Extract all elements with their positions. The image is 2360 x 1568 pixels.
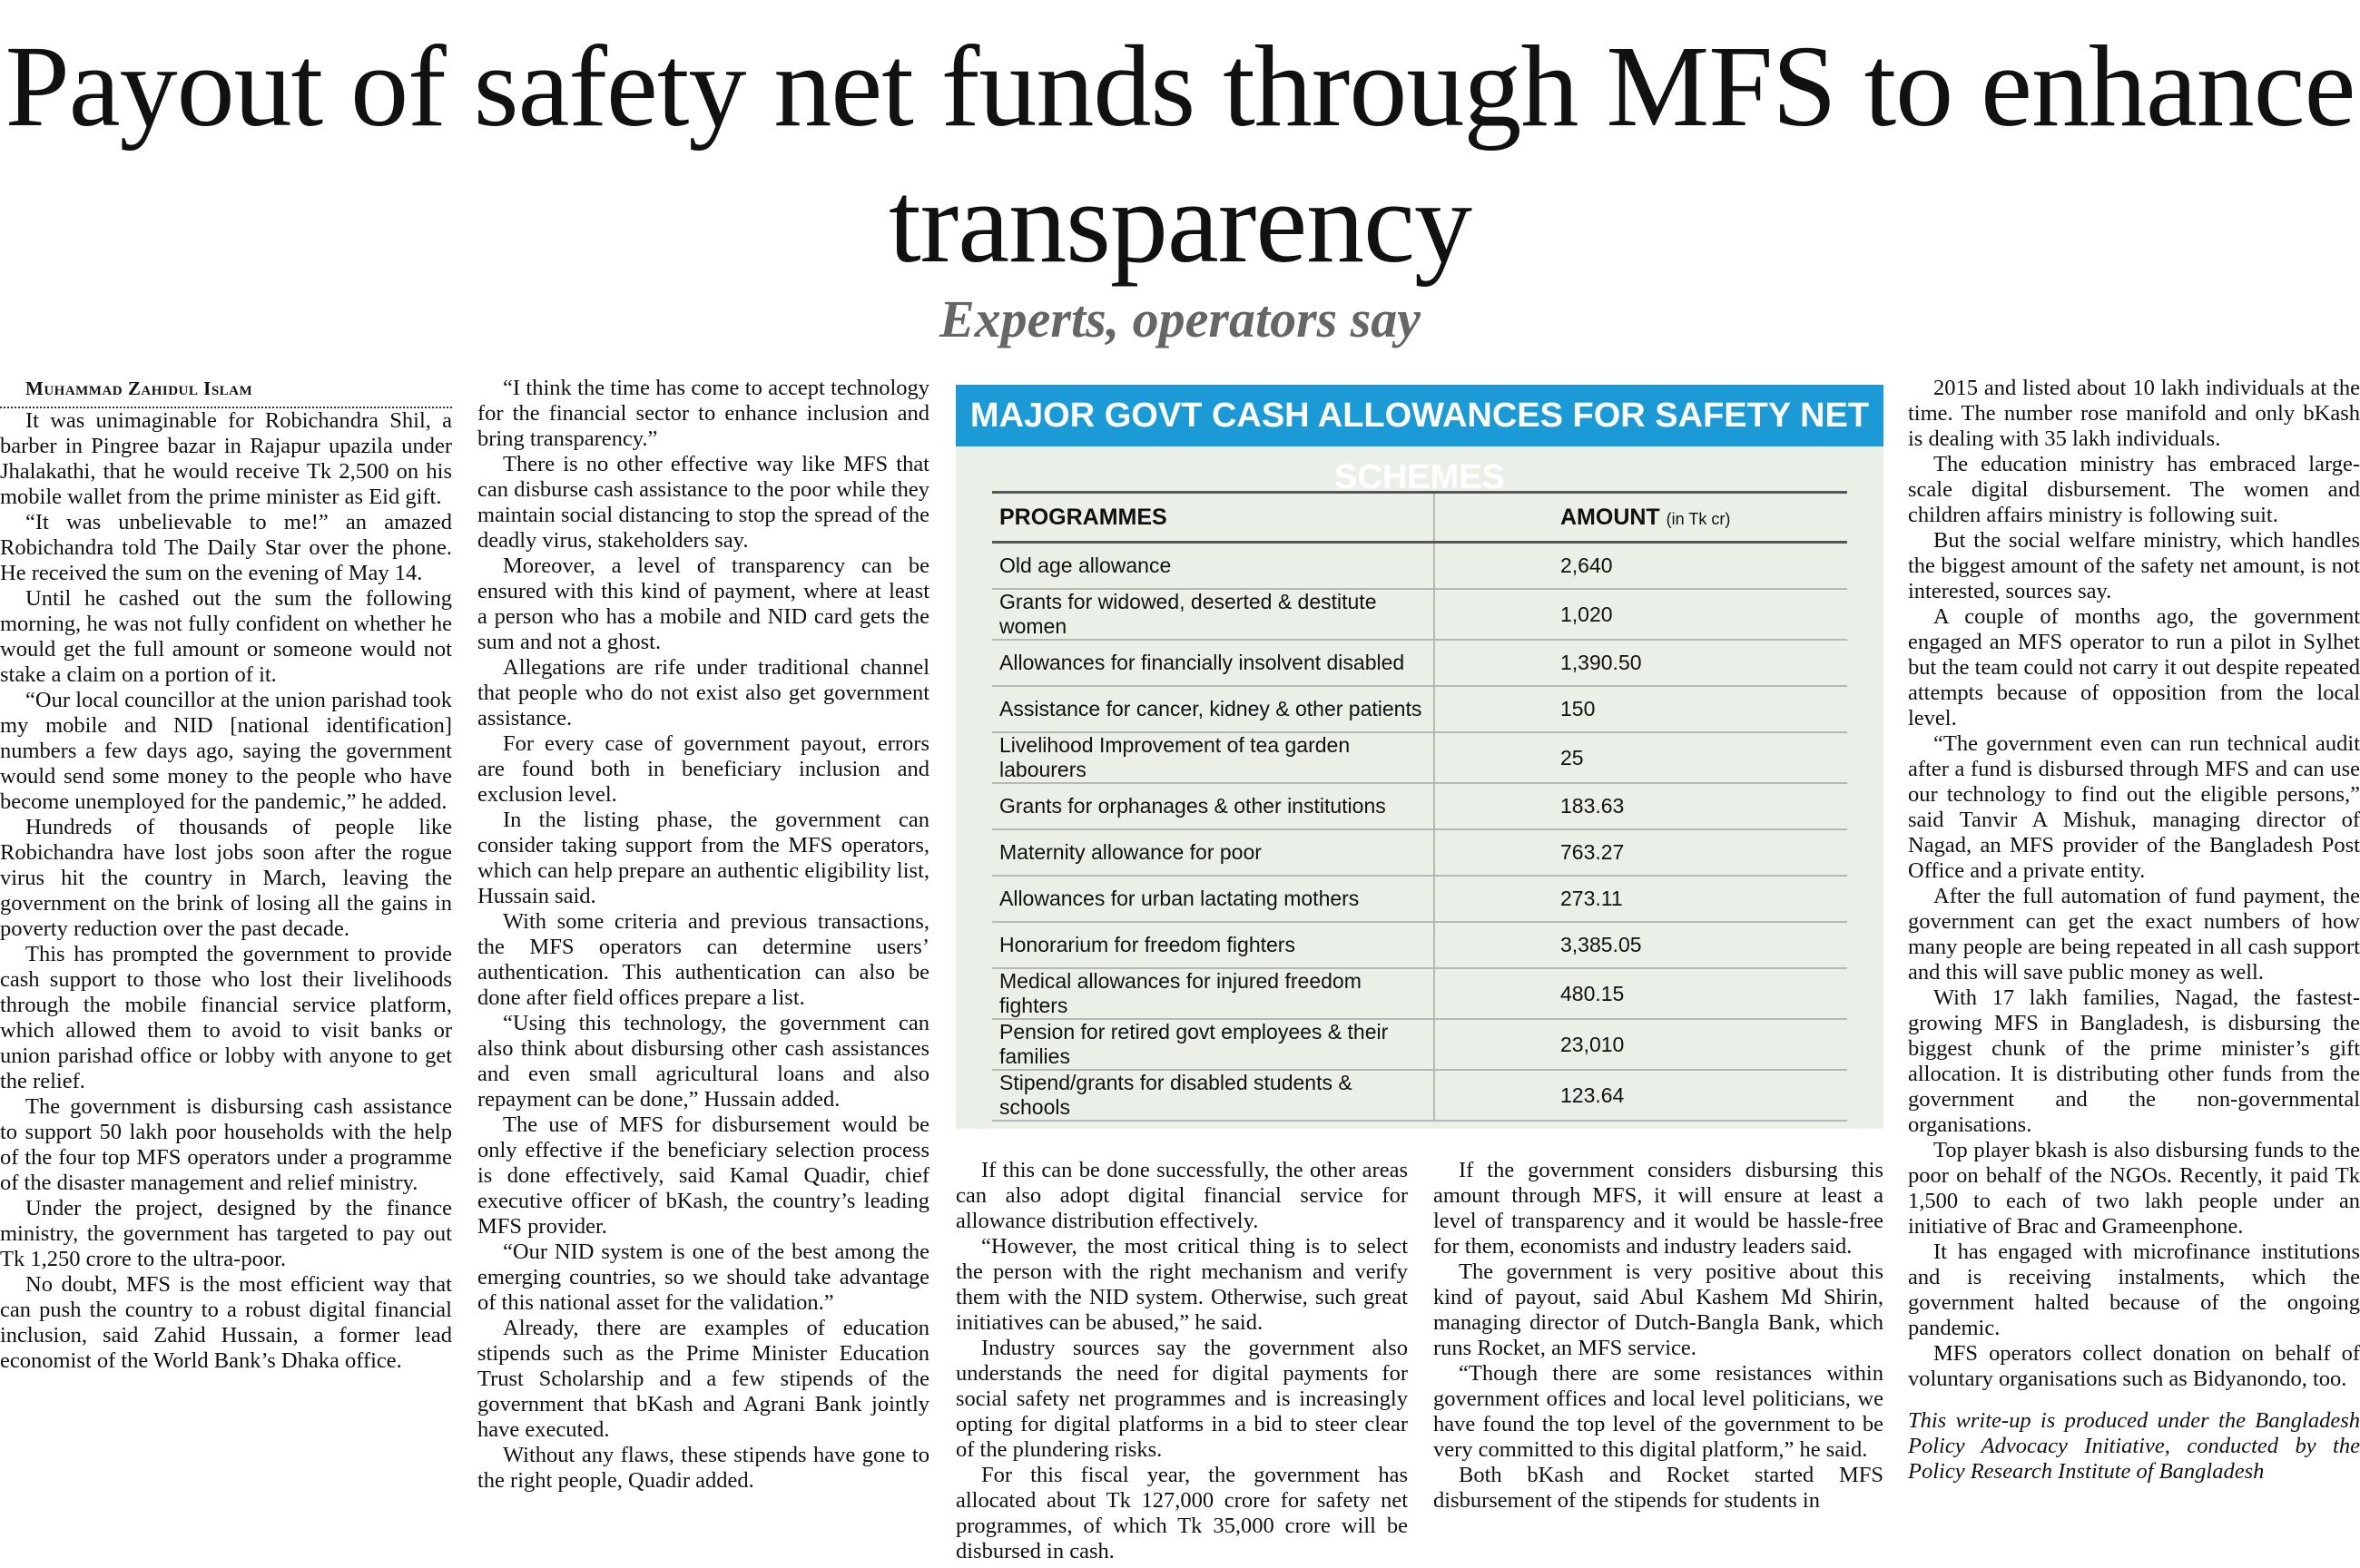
article-paragraph: MFS operators collect donation on behalf of voluntary organisations such as Bidyanondo, too. (1908, 1341, 2360, 1391)
article-paragraph: If this can be done successfully, the other areas can also adopt digital financial service for allowance distribution effectively. (956, 1158, 1408, 1233)
programme-cell: Livelihood Improvement of tea garden labourers (992, 732, 1434, 783)
table-row (992, 829, 1847, 876)
article-paragraph: Moreover, a level of transparency can be ensured with this kind of payment, where at least a person who has a mobile and NID card gets the sum and not a ghost. (477, 554, 929, 654)
programme-cell: Assistance for cancer, kidney & other patients (992, 686, 1434, 732)
amount-cell: 1,020 (1434, 589, 1847, 640)
byline: Muhammad Zahidul Islam (0, 376, 452, 408)
table-row (992, 640, 1847, 686)
article-paragraph: For this fiscal year, the government has allocated about Tk 127,000 crore for safety net programmes, of which Tk 35,000 crore will be disbursed in cash. (956, 1463, 1408, 1563)
article-paragraph: “I think the time has come to accept technology for the financial sector to enhance inclusion and bring transparency.” (477, 376, 929, 451)
article-paragraph: In the listing phase, the government can consider taking support from the MFS operators, which can help prepare an authentic eligibility list, Hussain said. (477, 808, 929, 908)
article-paragraph: “The government even can run technical audit after a fund is disbursed through MFS and can use our technology to find out the eligible persons,” said Tanvir A Mishuk, managing director of Nagad, an MFS provider of the Bangladesh Post Office and a private entity. (1908, 731, 2360, 883)
header-amount (1434, 493, 1847, 543)
article-paragraph: The education ministry has embraced large-scale digital disbursement. The women and children affairs ministry is following suit. (1908, 452, 2360, 527)
programme-cell: Maternity allowance for poor (992, 829, 1434, 876)
infobox-title: MAJOR GOVT CASH ALLOWANCES FOR SAFETY NET SCHEMES (956, 385, 1883, 446)
allowances-table-body (992, 543, 1847, 1122)
article-paragraph: “Our NID system is one of the best among the emerging countries, so we should take advantage of this national asset for the validation.” (477, 1240, 929, 1315)
amount-cell: 273.11 (1434, 876, 1847, 922)
table-row (992, 589, 1847, 640)
article-paragraph: Under the project, designed by the finance ministry, the government has targeted to pay out Tk 1,250 crore to the ultra-poor. (0, 1196, 452, 1271)
table-row (992, 876, 1847, 922)
amount-cell: 763.27 (1434, 829, 1847, 876)
amount-cell: 25 (1434, 732, 1847, 783)
article-paragraph: Industry sources say the government also understands the need for digital payments for social safety net programmes and is increasingly opting for digital platforms in a bid to steer clear of the plundering risks. (956, 1336, 1408, 1462)
article-column-4 (1433, 1158, 1883, 1514)
amount-cell: 480.15 (1434, 968, 1847, 1019)
article-paragraph: Without any flaws, these stipends have gone to the right people, Quadir added. (477, 1443, 929, 1493)
article-column-5 (1908, 376, 2360, 1485)
article-paragraph: 2015 and listed about 10 lakh individuals at the time. The number rose manifold and only bKash is dealing with 35 lakh individuals. (1908, 376, 2360, 451)
programme-cell: Stipend/grants for disabled students & schools (992, 1070, 1434, 1121)
article-paragraph: A couple of months ago, the government engaged an MFS operator to run a pilot in Sylhet but the team could not carry it out despite repeated attempts because of opposition from the local level. (1908, 604, 2360, 730)
allowances-table (992, 491, 1847, 1122)
article-column-2 (477, 376, 929, 1494)
table-row (992, 732, 1847, 783)
article-paragraph: If the government considers disbursing this amount through MFS, it will ensure at least a level of transparency and it would be hassle-free for them, economists and industry leaders said. (1433, 1158, 1883, 1259)
programme-cell: Medical allowances for injured freedom fighters (992, 968, 1434, 1019)
article-paragraph: For every case of government payout, errors are found both in beneficiary inclusion and exclusion level. (477, 731, 929, 807)
article-paragraph: This has prompted the government to provide cash support to those who lost their livelihoods through the mobile financial service platform, which allowed them to avoid to visit banks or union parishad office or lobby with anyone to get the relief. (0, 942, 452, 1093)
programme-cell: Grants for widowed, deserted & destitute women (992, 589, 1434, 640)
article-column-1 (0, 376, 452, 1374)
table-row (992, 968, 1847, 1019)
programme-cell: Allowances for urban lactating mothers (992, 876, 1434, 922)
article-paragraph: It has engaged with microfinance institutions and is receiving instalments, which the government halted because of the ongoing pandemic. (1908, 1240, 2360, 1340)
programme-cell: Grants for orphanages & other institutions (992, 783, 1434, 829)
table-row (992, 543, 1847, 590)
table-header-row (992, 493, 1847, 543)
article-paragraph: Hundreds of thousands of people like Robichandra have lost jobs soon after the rogue virus hit the country in March, leaving the government on the brink of losing all the gains in poverty reduction over the past decade. (0, 815, 452, 941)
header-amount-unit: (in Tk cr) (1666, 509, 1731, 528)
article-paragraph: “It was unbelievable to me!” an amazed Robichandra told The Daily Star over the phone. He received the sum on the evening of May 14. (0, 510, 452, 585)
article-paragraph: Top player bkash is also disbursing funds to the poor on behalf of the NGOs. Recently, it paid Tk 1,500 to each of two lakh people under an initiative of Brac and Grameenphone. (1908, 1138, 2360, 1239)
article-paragraph: The use of MFS for disbursement would be only effective if the beneficiary selection process is done effectively, said Kamal Quadir, chief executive officer of bKash, the country’s leading MFS provider. (477, 1112, 929, 1239)
amount-cell: 2,640 (1434, 543, 1847, 590)
article-paragraph: But the social welfare ministry, which handles the biggest amount of the safety net amount, is not interested, sources say. (1908, 528, 2360, 603)
article-paragraph: After the full automation of fund payment, the government can get the exact numbers of how many people are being repeated in all cash support and this will save public money as well. (1908, 884, 2360, 985)
article-paragraph: With 17 lakh families, Nagad, the fastest-growing MFS in Bangladesh, is disbursing the biggest chunk of the prime minister’s gift allocation. It is distributing other funds from the government and the non-governmental organisations. (1908, 985, 2360, 1137)
article-paragraph: With some criteria and previous transactions, the MFS operators can determine users’ authentication. This authentication can also be done after field offices prepare a list. (477, 909, 929, 1010)
headline: Payout of safety net funds through MFS to enhance transparency (5, 22, 2355, 287)
article-paragraph: Until he cashed out the sum the following morning, he was not fully confident on whether he would get the full amount or someone would not stake a claim on a portion of it. (0, 586, 452, 687)
programme-cell: Pension for retired govt employees & their families (992, 1019, 1434, 1070)
article-paragraph: Both bKash and Rocket started MFS disbursement of the stipends for students in (1433, 1463, 1883, 1513)
table-row (992, 686, 1847, 732)
article-column-3 (956, 1158, 1408, 1564)
subheadline: Experts, operators say (939, 289, 1421, 348)
article-paragraph: “Though there are some resistances within government offices and local level politicians, we have found the top level of the government to be very committed to this digital platform,” he said. (1433, 1361, 1883, 1462)
table-row (992, 1019, 1847, 1070)
article-paragraph: No doubt, MFS is the most efficient way that can push the country to a robust digital financial inclusion, said Zahid Hussain, a former lead economist of the World Bank’s Dhaka office. (0, 1272, 452, 1373)
article-paragraph: The government is disbursing cash assistance to support 50 lakh poor households with the help of the four top MFS operators under a programme of the disaster management and relief ministry. (0, 1094, 452, 1195)
article-paragraph: Allegations are rife under traditional channel that people who do not exist also get government assistance. (477, 655, 929, 730)
amount-cell: 23,010 (1434, 1019, 1847, 1070)
table-row (992, 922, 1847, 968)
amount-cell: 123.64 (1434, 1070, 1847, 1121)
article-paragraph: The government is very positive about this kind of payout, said Abul Kashem Md Shirin, managing director of Dutch-Bangla Bank, which runs Rocket, an MFS service. (1433, 1259, 1883, 1360)
article-paragraph: “Using this technology, the government can also think about disbursing other cash assistances and even small agricultural loans and also repayment can be done,” Hussain added. (477, 1011, 929, 1112)
article-paragraph: “Our local councillor at the union parishad took my mobile and NID [national identification] numbers a few days ago, saying the government would send some money to the people who have become unemployed for the pandemic,” he added. (0, 688, 452, 814)
amount-cell: 150 (1434, 686, 1847, 732)
article-paragraph: There is no other effective way like MFS that can disburse cash assistance to the poor while they maintain social distancing to stop the spread of the deadly virus, stakeholders say. (477, 452, 929, 553)
article-paragraph: It was unimaginable for Robichandra Shil, a barber in Pingree bazar in Rajapur upazila under Jhalakathi, that he would receive Tk 2,500 on his mobile wallet from the prime minister as Eid gift. (0, 408, 452, 509)
article-paragraph: Already, there are examples of education stipends such as the Prime Minister Education Trust Scholarship and a few stipends of the government that bKash and Agrani Bank jointly have executed. (477, 1316, 929, 1442)
header-programmes: PROGRAMMES (992, 493, 1434, 543)
programme-cell: Allowances for financially insolvent disabled (992, 640, 1434, 686)
table-row (992, 1070, 1847, 1121)
header-amount-label: AMOUNT (1560, 504, 1660, 530)
programme-cell: Old age allowance (992, 543, 1434, 590)
amount-cell: 3,385.05 (1434, 922, 1847, 968)
attribution-note: This write-up is produced under the Bangladesh Policy Advocacy Initiative, conducted by the Policy Research Institute of Bangladesh (1908, 1408, 2360, 1484)
programme-cell: Honorarium for freedom fighters (992, 922, 1434, 968)
amount-cell: 1,390.50 (1434, 640, 1847, 686)
table-row (992, 783, 1847, 829)
amount-cell: 183.63 (1434, 783, 1847, 829)
infobox-panel (956, 385, 1883, 1129)
article-paragraph: “However, the most critical thing is to select the person with the right mechanism and verify them with the NID system. Otherwise, such great initiatives can be abused,” he said. (956, 1234, 1408, 1335)
